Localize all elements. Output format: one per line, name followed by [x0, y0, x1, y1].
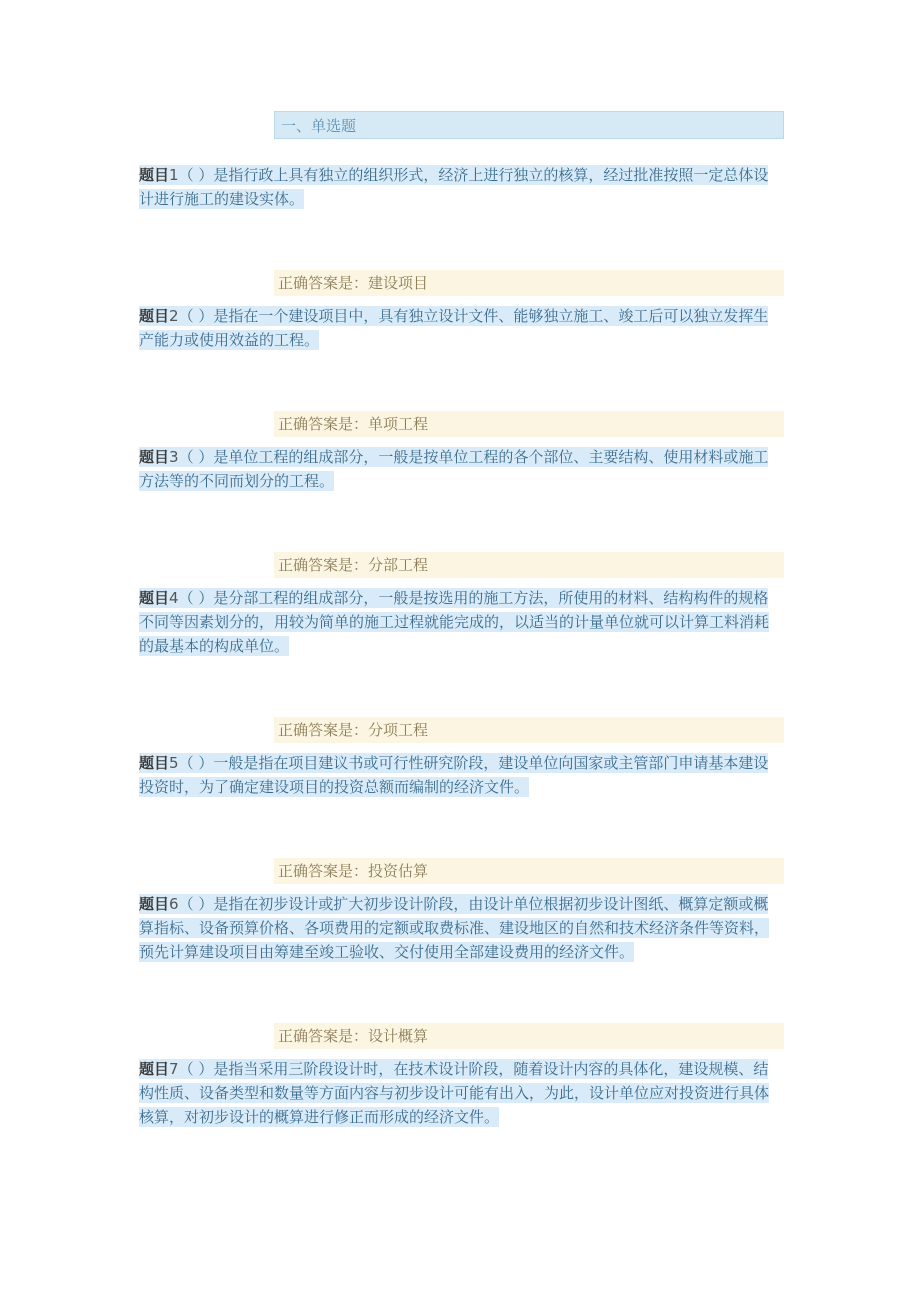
question-number: 2 [169, 307, 179, 325]
question-text: （ ）是指当采用三阶段设计时，在技术设计阶段，随着设计内容的具体化，建设规模、结构性质、设备类型和数量等方面内容与初步设计可能有出入，为此，设计单位应对投资进行具体核算，对初步设计的概算进行修正而形成的经济文件。 [139, 1060, 770, 1126]
question-text: （ ）是指在一个建设项目中，具有独立设计文件、能够独立施工、竣工后可以独立发挥生产能力或使用效益的工程。 [139, 307, 769, 349]
question-label: 题目 [139, 448, 170, 466]
answer-6: 正确答案是：设计概算 [274, 1023, 784, 1049]
answer-1: 正确答案是：建设项目 [274, 270, 784, 296]
question-5 [139, 751, 779, 799]
question-number: 5 [169, 754, 179, 772]
question-number: 4 [169, 589, 179, 607]
question-text: （ ）是指行政上具有独立的组织形式，经济上进行独立的核算，经过批准按照一定总体设计进行施工的建设实体。 [139, 166, 769, 208]
question-number: 3 [169, 448, 179, 466]
answer-2: 正确答案是：单项工程 [274, 411, 784, 437]
question-text: （ ）是分部工程的组成部分，一般是按选用的施工方法，所使用的材料、结构构件的规格不同等因素划分的，用较为简单的施工过程就能完成的，以适当的计量单位就可以计算工料消耗的最基本的构成单位。 [139, 589, 770, 655]
question-label: 题目 [139, 754, 170, 772]
question-1 [139, 163, 779, 211]
question-4 [139, 586, 779, 658]
question-label: 题目 [139, 589, 170, 607]
question-label: 题目 [139, 895, 170, 913]
answer-4: 正确答案是：分项工程 [274, 717, 784, 743]
question-text: （ ）是指在初步设计或扩大初步设计阶段，由设计单位根据初步设计图纸、概算定额或概算指标、设备预算价格、各项费用的定额或取费标准、建设地区的自然和技术经济条件等资料，预先计算建设项目由筹建至竣工验收、交付使用全部建设费用的经济文件。 [139, 895, 770, 961]
question-text: （ ）一般是指在项目建议书或可行性研究阶段，建设单位向国家或主管部门申请基本建设投资时，为了确定建设项目的投资总额而编制的经济文件。 [139, 754, 769, 796]
question-label: 题目 [139, 307, 170, 325]
question-label: 题目 [139, 1060, 170, 1078]
question-number: 6 [169, 895, 179, 913]
question-7 [139, 1057, 779, 1129]
answer-3: 正确答案是：分部工程 [274, 552, 784, 578]
question-text: （ ）是单位工程的组成部分，一般是按单位工程的各个部位、主要结构、使用材料或施工方法等的不同而划分的工程。 [139, 448, 769, 490]
question-number: 1 [169, 166, 179, 184]
question-3 [139, 445, 779, 493]
question-label: 题目 [139, 166, 170, 184]
section-title: 一、单选题 [274, 111, 784, 139]
question-6 [139, 892, 779, 964]
question-number: 7 [169, 1060, 179, 1078]
question-2 [139, 304, 779, 352]
answer-5: 正确答案是：投资估算 [274, 858, 784, 884]
